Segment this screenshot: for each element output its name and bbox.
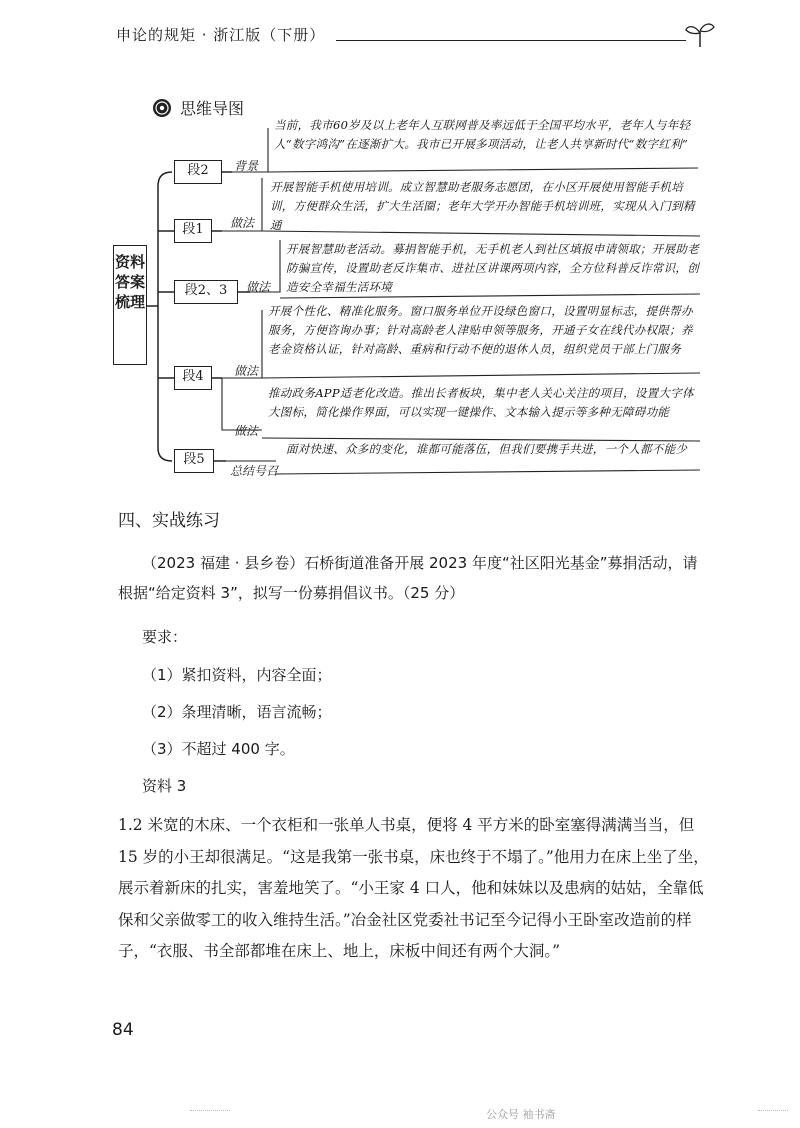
scan-mark: [190, 1110, 230, 1111]
mindmap-root: 资料答案梳理: [113, 245, 147, 365]
branch-label: 背景: [234, 159, 259, 173]
segment-box: 段2、3: [174, 280, 238, 304]
branch-label: 做法: [246, 280, 271, 294]
requirement-item: （1）紧扣资料，内容全面；: [142, 666, 332, 684]
material-paragraph: 1.2 米宽的木床、一个衣柜和一张单人书桌，便将 4 平方米的卧室塞得满满当当，但 15 岁的小王却很满足。“这是我第一张书桌，床也终于不塌了。”他用力在床上坐了坐，展示着新床的扎实，害羞地笑了。“小王家 4 口人，他和妹妹以及患病的姑姑，全靠低保和父亲做零工的收入维持生活。”冶金社区党委社书记至今记得小王卧室改造前的样子，“衣服、书全部都堆在床上、地上，床板中间还有两个大洞。”: [118, 816, 709, 960]
book-title: 申论的规矩 · 浙江版（下册）: [116, 26, 326, 44]
branch-text: 开展智能手机使用培训。成立智慧助老服务志愿团，在小区开展使用智能手机培训，方便群众生活，扩大生活圈；老年大学开办智能手机培训班，实现从入门到精通: [270, 180, 695, 232]
branch-label: 总结号召: [230, 464, 279, 478]
page-number: 84: [112, 1020, 134, 1040]
section-heading: 四、实战练习: [118, 511, 220, 531]
branch-label: 做法: [234, 424, 259, 438]
segment-box: 段2: [174, 160, 222, 184]
mindmap-title-text: 思维导图: [180, 99, 245, 118]
branch-text: 面对快速、众多的变化，谁都可能落伍，但我们要携手共进，一个人都不能少: [286, 442, 688, 456]
requirements-label: 要求：: [142, 628, 188, 646]
branch-text: 推动政务APP适老化改造。推出长者板块，集中老人关心关注的项目，设置大字体大图标，简化操作界面，可以实现一键操作、文本输入提示等多种无障碍功能: [268, 386, 694, 419]
segment-box: 段1: [174, 219, 212, 243]
branch-label: 做法: [234, 364, 259, 378]
branch-text: 开展智慧助老活动。募捐智能手机，无手机老人到社区填报申请领取；开展助老防骗宣传，设置助老反诈集市、进社区讲课两项内容，全方位科普反诈常识，创造安全幸福生活环境: [286, 242, 699, 294]
branch-label: 做法: [230, 216, 255, 230]
material-label: 资料 3: [142, 777, 187, 795]
segment-box: 段5: [174, 449, 214, 473]
branch-text: 开展个性化、精准化服务。窗口服务单位开设绿色窗口，设置明显标志，提供帮办服务，方便咨询办事；针对高龄老人津贴申领等服务，开通子女在线代办权限；养老金资格认证，针对高龄、重病和行动不便的退休人员，组织党员干部上门服务: [268, 304, 693, 356]
scan-mark: [758, 1110, 788, 1111]
requirement-item: （3）不超过 400 字。: [142, 740, 295, 758]
question-paragraph: （2023 福建 · 县乡卷）石桥街道准备开展 2023 年度“社区阳光基金”募捐活动，请根据“给定资料 3”，拟写一份募捐倡议书。（25 分）: [118, 554, 698, 602]
branch-text: 当前，我市60岁及以上老年人互联网普及率远低于全国平均水平，老年人与年轻人“数字鸿沟”在逐渐扩大。我市已开展多项活动，让老人共享新时代“数字红利”: [274, 118, 691, 151]
segment-box: 段4: [174, 366, 212, 390]
requirement-item: （2）条理清晰，语言流畅；: [142, 703, 332, 721]
scan-watermark: 公众号 袖书斋: [486, 1108, 556, 1121]
